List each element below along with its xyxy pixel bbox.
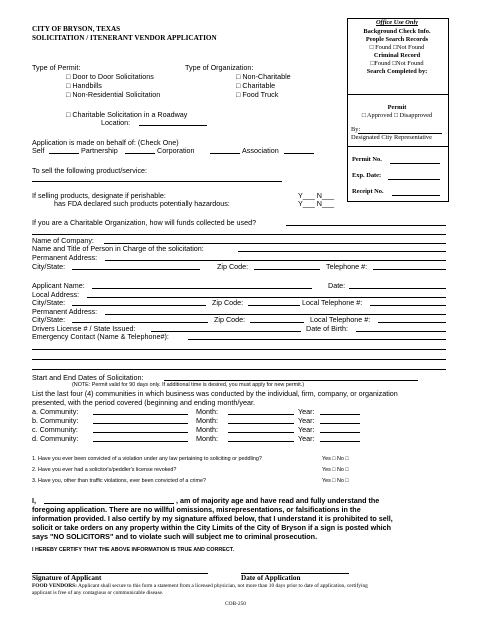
office-divider-2 — [347, 146, 448, 147]
declaration-line-4: solicit or take orders on any property within the City Limits of the City of Bryson if a sign is posted which — [32, 523, 392, 532]
dob-line[interactable] — [356, 331, 446, 332]
applicant-date-line[interactable] — [349, 288, 446, 289]
company-city-line[interactable] — [72, 269, 200, 270]
community-b-month-line[interactable] — [228, 423, 294, 424]
applicant-zip-label: Zip Code: — [212, 298, 244, 307]
emergency-label: Emergency Contact (Name & Telephone#): — [32, 332, 169, 341]
permit-option-door[interactable]: □ Door to Door Solicitations — [66, 72, 154, 81]
perishable-label: If selling products, designate if perishable: — [32, 191, 166, 200]
location-line[interactable] — [139, 125, 207, 126]
community-a-month-line[interactable] — [228, 414, 294, 415]
people-search-label: People Search Records — [365, 36, 429, 43]
question-2: 2. Have you ever had a solicitor's/peddler's license revoked? — [32, 467, 177, 473]
declaration-line-2: foregoing application. There are no willful omissions, misrepresentations, or falsifications in the — [32, 505, 361, 514]
applicant-date-label: Date: — [328, 281, 346, 290]
food-vendors-label: FOOD VENDORS: — [32, 583, 77, 589]
applicant-zip2-line[interactable] — [250, 322, 304, 323]
association-line[interactable] — [284, 153, 314, 154]
company-phone-line[interactable] — [373, 269, 446, 270]
behalf-corporation: Corporation — [157, 146, 195, 155]
dates-line[interactable] — [164, 380, 418, 381]
background-check-label: Background Check Info. — [363, 28, 431, 35]
behalf-self: Self — [32, 146, 45, 155]
community-c-year-label: Year: — [298, 425, 315, 434]
applicant-local-phone2-label: Local Telephone #: — [310, 315, 371, 324]
declaration-name-line[interactable] — [44, 503, 174, 504]
criminal-record-label: Criminal Record — [373, 52, 421, 59]
by-label: By: — [351, 126, 361, 133]
org-option-foodtruck[interactable]: □ Food Truck — [236, 90, 279, 99]
community-c-label: c. Community: — [32, 425, 78, 434]
exp-date-line[interactable] — [388, 179, 440, 180]
applicant-city-label: City/State: — [32, 298, 66, 307]
permit-option-nonres[interactable]: □ Non-Residential Solicitation — [66, 90, 161, 99]
form-code: COB-250 — [225, 601, 246, 607]
community-d-line[interactable] — [93, 441, 188, 442]
fda-yn[interactable]: Y___ N___ — [298, 199, 334, 208]
community-a-month-label: Month: — [196, 407, 218, 416]
license-line[interactable] — [151, 331, 301, 332]
emergency-line[interactable] — [188, 339, 446, 340]
permit-no-line[interactable] — [390, 163, 440, 164]
company-zip-label: Zip Code: — [217, 262, 249, 271]
receipt-no-label: Receipt No. — [352, 188, 384, 195]
permanent-address-line[interactable] — [105, 314, 446, 315]
people-search-options[interactable]: □ Found □Not Found — [369, 44, 425, 51]
local-address-line[interactable] — [87, 297, 446, 298]
behalf-partnership: Partnership — [81, 146, 118, 155]
applicant-local-phone-label: Local Telephone #: — [302, 298, 363, 307]
question-2-answer[interactable]: Yes □ No □ — [322, 467, 349, 473]
community-c-year-line[interactable] — [320, 432, 360, 433]
community-a-line[interactable] — [93, 414, 188, 415]
applicant-local-phone2-line[interactable] — [378, 322, 446, 323]
designated-rep-label: Designated City Representative — [351, 134, 432, 141]
license-label: Drivers License # / State Issued: — [32, 324, 136, 333]
city-name: CITY OF BRYSON, TEXAS — [32, 25, 121, 33]
community-d-year-line[interactable] — [320, 441, 360, 442]
community-b-year-line[interactable] — [320, 423, 360, 424]
community-b-year-label: Year: — [298, 416, 315, 425]
blank-line-3[interactable] — [32, 369, 446, 370]
applicant-name-line[interactable] — [92, 288, 312, 289]
behalf-label: Application is made on behalf of: (Check One) — [32, 138, 179, 147]
community-c-line[interactable] — [93, 432, 188, 433]
form-title: SOLICITATION / ITENERANT VENDOR APPLICATION — [32, 34, 217, 42]
food-vendors-note — [32, 583, 368, 589]
dates-label: Start and End Dates of Solicitation: — [32, 373, 144, 382]
community-a-label: a. Community: — [32, 407, 79, 416]
community-c-month-line[interactable] — [228, 432, 294, 433]
community-d-month-label: Month: — [196, 434, 218, 443]
fda-label: has FDA declared such products potentially hazardous: — [54, 199, 230, 208]
company-zip-line[interactable] — [254, 269, 320, 270]
office-divider — [347, 94, 448, 95]
applicant-zip2-label: Zip Code: — [214, 315, 246, 324]
search-completed-label: Search Completed by: — [366, 68, 428, 75]
community-b-month-label: Month: — [196, 416, 218, 425]
product-line[interactable] — [32, 181, 282, 182]
permit-label: Permit — [387, 104, 407, 111]
exp-date-label: Exp. Date: — [352, 172, 382, 179]
behalf-association: Association — [242, 146, 279, 155]
question-3: 3. Have you, other than traffic violations, ever been convicted of a crime? — [32, 478, 206, 484]
receipt-no-line[interactable] — [392, 195, 440, 196]
community-d-year-label: Year: — [298, 434, 315, 443]
office-use-title: Office Use Only — [375, 19, 419, 26]
perishable-yn[interactable]: Y___ N___ — [298, 191, 334, 200]
product-label: To sell the following product/service: — [32, 166, 148, 175]
company-address-label: Permanent Address: — [32, 253, 98, 262]
community-a-year-label: Year: — [298, 407, 315, 416]
food-vendors-text-1: Applicant shall secure to this form a statement from a licensed physician, not more than 10 days prior to date of application, certifying — [78, 583, 368, 589]
applicant-zip-line[interactable] — [248, 305, 300, 306]
permit-option-handbills[interactable]: □ Handbills — [66, 81, 102, 90]
community-b-line[interactable] — [93, 423, 188, 424]
blank-line-2[interactable] — [32, 359, 446, 360]
company-address-line[interactable] — [105, 260, 446, 261]
community-d-month-line[interactable] — [228, 441, 294, 442]
person-in-charge-label: Name and Title of Person in Charge of the solicitation: — [32, 244, 204, 253]
declaration-line-5: says "NO SOLICITORS" and to violate such will subject me to criminal prosecution. — [32, 532, 318, 541]
communities-instruction-2: presented, with the period covered (beginning and ending month/year. — [32, 398, 255, 407]
question-3-answer[interactable]: Yes □ No □ — [322, 478, 349, 484]
community-c-month-label: Month: — [196, 425, 218, 434]
question-1-answer[interactable]: Yes □ No □ — [322, 456, 349, 462]
question-1: 1. Have you ever been convicted of a violation under any law pertaining to soliciting or peddling? — [32, 456, 262, 462]
company-phone-label: Telephone #: — [326, 262, 368, 271]
applicant-city2-line[interactable] — [72, 322, 208, 323]
declaration-line-1: , am of majority age and have read and fully understand the — [176, 496, 380, 505]
org-option-noncharitable[interactable]: □ Non-Charitable — [236, 72, 291, 81]
partnership-line[interactable] — [125, 153, 155, 154]
org-type-label: Type of Organization: — [185, 63, 254, 72]
self-line[interactable] — [49, 153, 79, 154]
permit-option-roadway[interactable]: □ Charitable Solicitation in a Roadway — [66, 110, 188, 119]
food-vendors-text-2: applicant is free of any contagious or communicable disease. — [32, 590, 164, 596]
dates-note: (NOTE: Permit valid for 90 days only. If additional time is desired, you must apply for new permit.) — [72, 382, 305, 388]
funds-line[interactable] — [286, 225, 446, 226]
applicant-name-label: Applicant Name: — [32, 281, 85, 290]
permit-approval-options[interactable]: □ Approved □ Disapproved — [361, 112, 433, 119]
communities-instruction-1: List the last four (4) communities in which business was conducted by the individual, firm, company, or organization — [32, 389, 398, 398]
funds-label: If you are a Charitable Organization, how will funds collected be used? — [32, 218, 257, 227]
dob-label: Date of Birth: — [306, 324, 348, 333]
permit-no-label: Permit No. — [352, 156, 382, 163]
declaration-line-3: information provided. I also certify by my signature affixed below, that I understand it is prohibited to sell, — [32, 514, 393, 523]
person-in-charge-line[interactable] — [238, 251, 446, 252]
community-b-label: b. Community: — [32, 416, 79, 425]
community-a-year-line[interactable] — [320, 414, 360, 415]
local-address-label: Local Address: — [32, 290, 80, 299]
declaration-i: I, — [32, 496, 36, 505]
applicant-city-line[interactable] — [72, 305, 206, 306]
org-option-charitable[interactable]: □ Charitable — [236, 81, 276, 90]
applicant-city2-label: City/State: — [32, 315, 66, 324]
applicant-local-phone-line[interactable] — [370, 305, 446, 306]
certify-statement: I HEREBY CERTIFY THAT THE ABOVE INFORMATION IS TRUE AND CORRECT. — [32, 547, 234, 553]
blank-line-1[interactable] — [32, 349, 446, 350]
company-name-label: Name of Company: — [32, 236, 94, 245]
permit-type-label: Type of Permit: — [32, 63, 81, 72]
signature-label: Signature of Applicant — [32, 574, 102, 582]
date-of-application-label: Date of Application — [241, 574, 301, 582]
permanent-address-label: Permanent Address: — [32, 307, 98, 316]
corporation-line[interactable] — [210, 153, 240, 154]
community-d-label: d. Community: — [32, 434, 79, 443]
criminal-record-options[interactable]: □Found □Not Found — [370, 60, 424, 67]
company-city-label: City/State: — [32, 262, 66, 271]
funds-line-2[interactable] — [32, 234, 446, 235]
location-label: Location: — [101, 118, 131, 127]
